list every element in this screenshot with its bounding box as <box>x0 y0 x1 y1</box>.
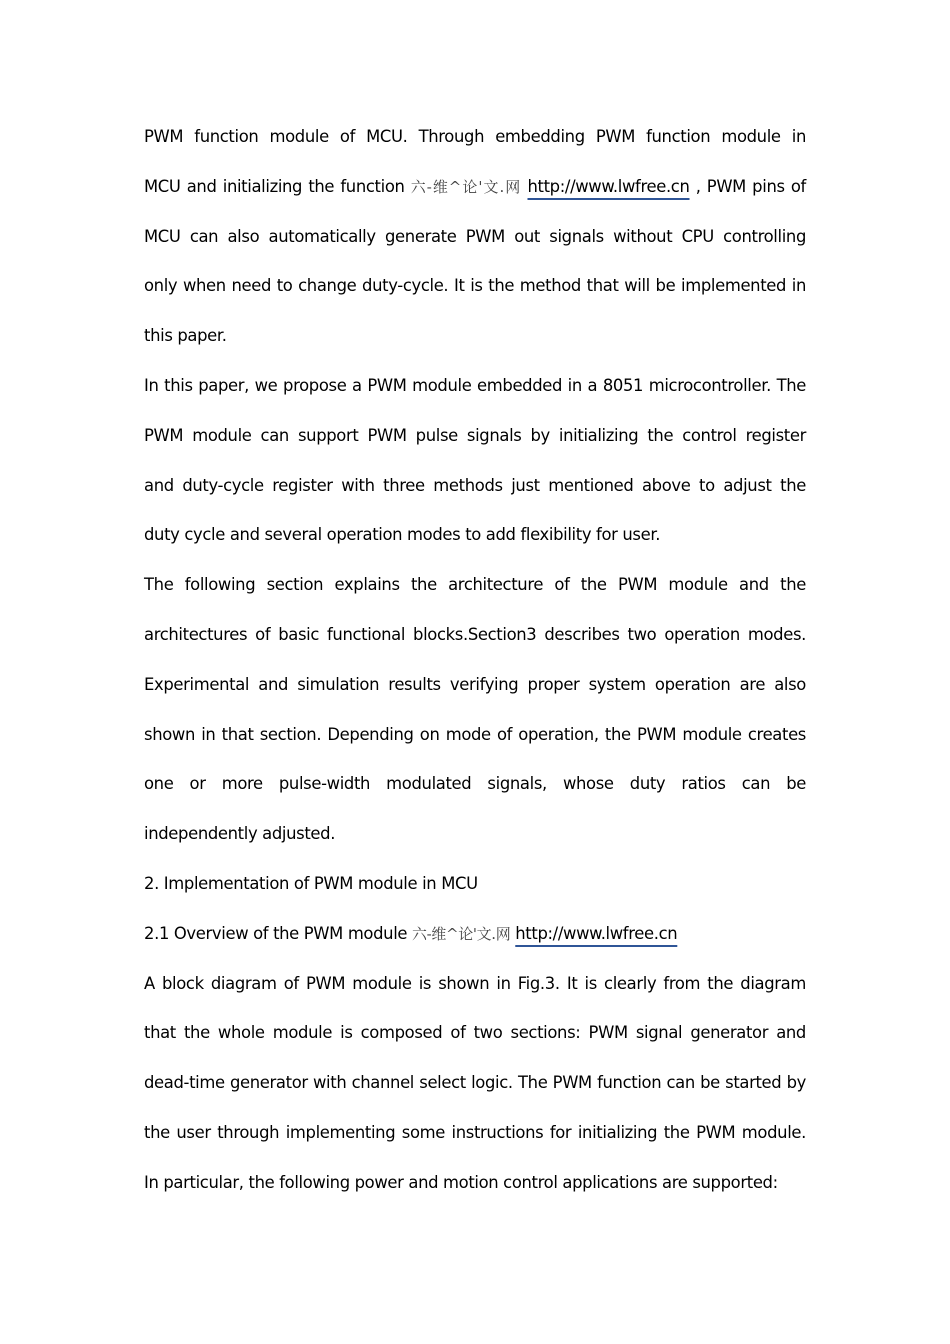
section-heading: 2. Implementation of PWM module in MCU <box>144 873 478 893</box>
text-line-with-link <box>144 162 806 212</box>
text-line: A block diagram of PWM module is shown in Fig.3. It is clearly from the diagram <box>144 973 806 993</box>
watermark-text: 六-维^论'文.网 <box>410 177 522 196</box>
text-segment: , PWM pins of <box>689 176 806 196</box>
text-segment: MCU and initializing the function <box>144 176 411 196</box>
lwfree-link[interactable]: http://www.lwfree.cn <box>527 176 690 196</box>
text-line: Experimental and simulation results verifying proper system operation are also <box>144 674 806 694</box>
text-line: MCU can also automatically generate PWM out signals without CPU controlling <box>144 226 806 246</box>
text-line: PWM function module of MCU. Through embedding PWM function module in <box>144 127 806 146</box>
text-line: architectures of basic functional blocks.Section3 describes two operation modes. <box>144 624 806 644</box>
text-line: In particular, the following power and motion control applications are supported: <box>144 1172 778 1192</box>
subsection-heading <box>144 909 806 959</box>
text-line: one or more pulse-width modulated signals, whose duty ratios can be <box>144 774 806 794</box>
watermark-text: 六-维^论'文.网 <box>412 924 511 943</box>
text-line: PWM module can support PWM pulse signals by initializing the control register <box>144 425 806 445</box>
text-line: duty cycle and several operation modes to add flexibility for user. <box>144 525 661 545</box>
text-segment: 2.1 Overview of the PWM module <box>144 923 412 943</box>
text-line: that the whole module is composed of two sections: PWM signal generator and <box>144 1023 806 1043</box>
text-line: shown in that section. Depending on mode of operation, the PWM module creates <box>144 724 806 744</box>
text-line: the user through implementing some instructions for initializing the PWM module. <box>144 1122 806 1142</box>
text-line: this paper. <box>144 326 227 346</box>
text-line: only when need to change duty-cycle. It is the method that will be implemented in <box>144 276 806 296</box>
text-line: In this paper, we propose a PWM module embedded in a 8051 microcontroller. The <box>144 375 806 395</box>
lwfree-link[interactable]: http://www.lwfree.cn <box>515 923 678 943</box>
document-body <box>144 112 806 1208</box>
text-line: dead-time generator with channel select logic. The PWM function can be started by <box>144 1073 806 1093</box>
text-line: The following section explains the architecture of the PWM module and the <box>144 575 806 595</box>
text-line: independently adjusted. <box>144 824 336 844</box>
text-line: and duty-cycle register with three methods just mentioned above to adjust the <box>144 475 806 495</box>
